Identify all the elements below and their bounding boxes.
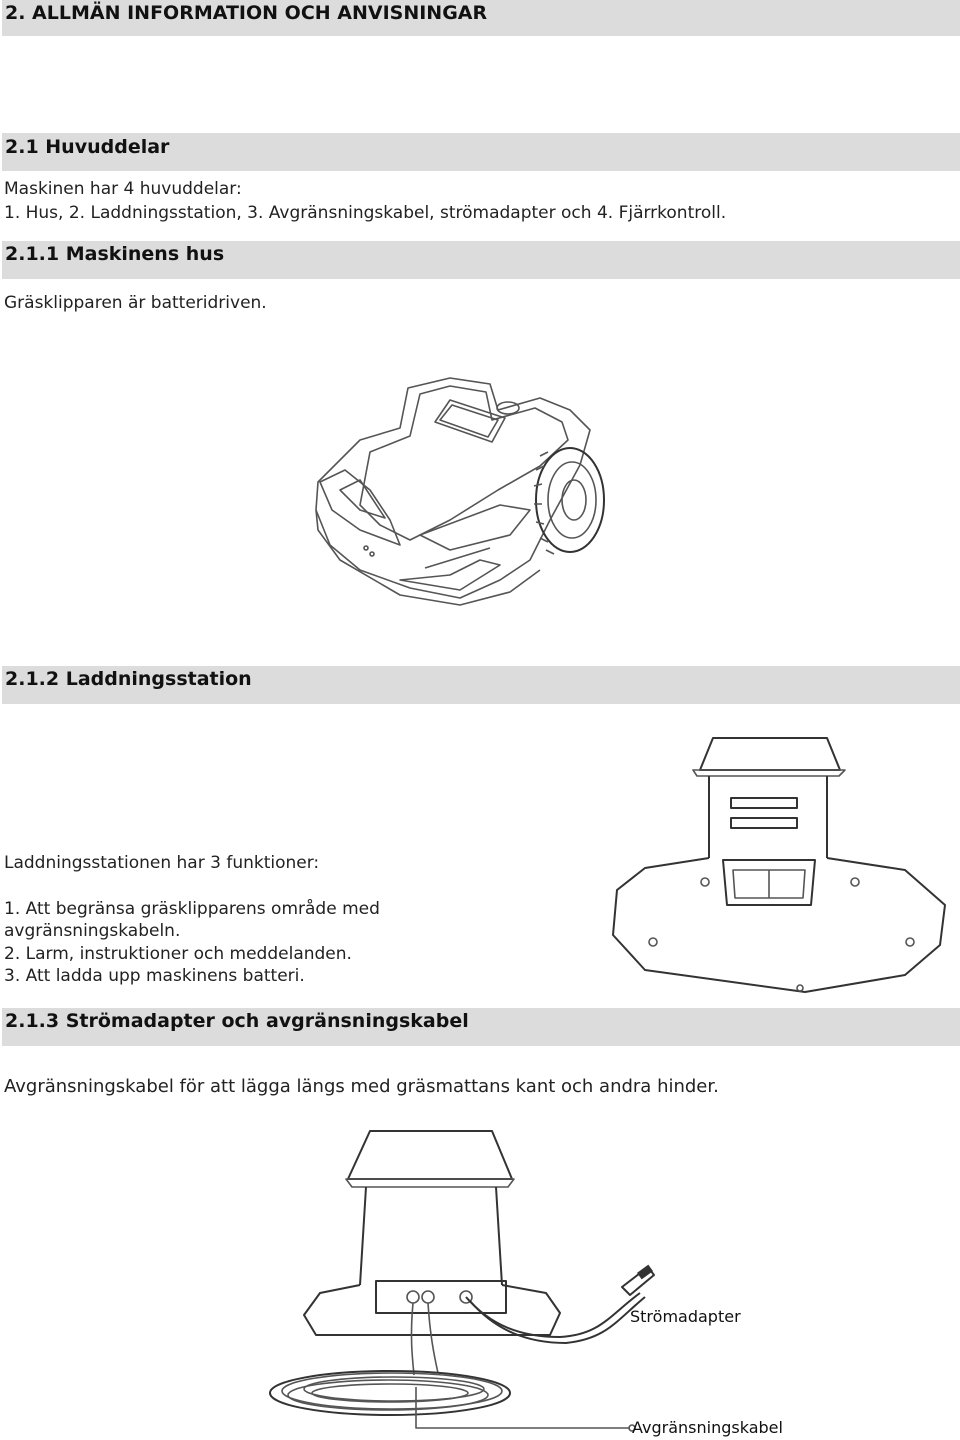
- charging-station-intro: Laddningsstationen har 3 funktioner:: [4, 853, 320, 873]
- heading-housing: 2.1.1 Maskinens hus: [2, 241, 960, 279]
- section-title: 2. ALLMÄN INFORMATION OCH ANVISNINGAR: [2, 0, 960, 36]
- charging-function-1: 1. Att begränsa gräsklipparens område med: [4, 899, 380, 919]
- label-power-adapter: Strömadapter: [630, 1307, 741, 1326]
- charging-function-2: 2. Larm, instruktioner och meddelanden.: [4, 944, 352, 964]
- robot-lawnmower-illustration: [300, 370, 620, 610]
- heading-charging-station: 2.1.2 Laddningsstation: [2, 666, 960, 704]
- main-parts-list: 1. Hus, 2. Laddningsstation, 3. Avgränsningskabel, strömadapter och 4. Fjärrkontroll.: [4, 203, 727, 223]
- station-rear-with-cables-illustration: [260, 1125, 760, 1435]
- charging-function-3: 3. Att ladda upp maskinens batteri.: [4, 966, 305, 986]
- adapter-cable-text: Avgränsningskabel för att lägga längs med gräsmattans kant och andra hinder.: [4, 1076, 719, 1097]
- main-parts-intro: Maskinen har 4 huvuddelar:: [4, 179, 242, 199]
- charging-station-illustration: [605, 730, 955, 1000]
- heading-adapter-cable: 2.1.3 Strömadapter och avgränsningskabel: [2, 1008, 960, 1046]
- heading-main-parts: 2.1 Huvuddelar: [2, 133, 960, 171]
- housing-text: Gräsklipparen är batteridriven.: [4, 293, 267, 313]
- charging-function-1-cont: avgränsningskabeln.: [4, 921, 181, 941]
- label-boundary-cable: Avgränsningskabel: [632, 1418, 783, 1437]
